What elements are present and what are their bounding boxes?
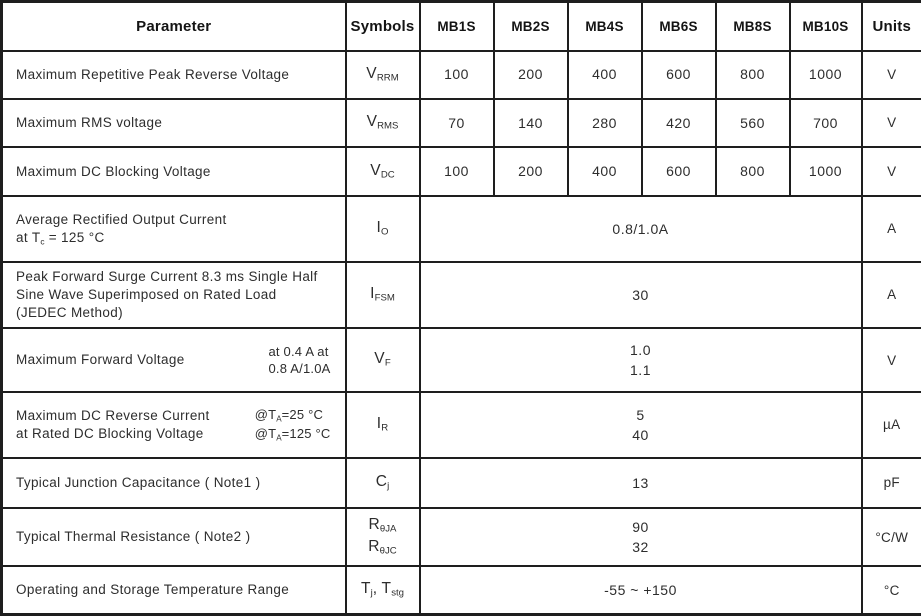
value-text: 32 bbox=[632, 539, 649, 556]
value-cell: 400 bbox=[568, 51, 642, 99]
value-cell: 420 bbox=[642, 99, 716, 147]
symbol-cell bbox=[346, 147, 420, 196]
value-text: 1.1 bbox=[630, 362, 651, 379]
param-cell bbox=[2, 566, 346, 614]
header-model-mb1s: MB1S bbox=[420, 2, 494, 51]
param-text bbox=[16, 407, 210, 443]
value-text: 30 bbox=[632, 286, 649, 303]
value-cell: 600 bbox=[642, 147, 716, 196]
symbol-text: $I_{FSM}$ bbox=[370, 284, 395, 304]
param-text: Maximum RMS voltage bbox=[16, 114, 163, 130]
table-row-ifsm bbox=[2, 262, 921, 328]
param-cell bbox=[2, 458, 346, 508]
table-row-io bbox=[2, 196, 921, 261]
param-cell bbox=[2, 328, 346, 392]
symbol-text: $V_{RRM}$ bbox=[366, 64, 399, 84]
header-model-mb6s: MB6S bbox=[642, 2, 716, 51]
value-cell: 280 bbox=[568, 99, 642, 147]
symbol-text: $V_{RMS}$ bbox=[366, 113, 399, 132]
symbol-cell bbox=[346, 99, 420, 147]
param-text: Operating and Storage Temperature Range bbox=[16, 582, 290, 598]
condition-text bbox=[269, 343, 331, 378]
unit-cell: A bbox=[862, 196, 921, 261]
value-text: 5 bbox=[636, 406, 645, 423]
value-cell: 200 bbox=[494, 147, 568, 196]
param-cell bbox=[2, 51, 346, 99]
value-text: 40 bbox=[632, 426, 649, 443]
symbol-text: $T_j$, $T_{stg}$ bbox=[360, 580, 405, 599]
value-cell: 200 bbox=[494, 51, 568, 99]
unit-cell: V bbox=[862, 99, 921, 147]
param-with-condition bbox=[16, 343, 337, 378]
header-model-mb10s: MB10S bbox=[790, 2, 862, 51]
param-text: Typical Thermal Resistance ( Note2 ) bbox=[16, 529, 251, 545]
param-text: Typical Junction Capacitance ( Note1 ) bbox=[16, 474, 261, 490]
param-cell bbox=[2, 508, 346, 566]
unit-cell: µA bbox=[862, 392, 921, 457]
symbol-cell bbox=[346, 458, 420, 508]
value-cell: 1000 bbox=[790, 147, 862, 196]
param-cell bbox=[2, 392, 346, 457]
symbol-cell bbox=[346, 392, 420, 457]
condition-line: at 0.4 A at bbox=[268, 343, 329, 359]
table-row-tstg bbox=[2, 566, 921, 614]
unit-cell: V bbox=[862, 51, 921, 99]
symbol-cell bbox=[346, 508, 420, 566]
condition-line: 0.8 A/1.0A bbox=[268, 361, 331, 377]
symbol-text: $I_O$ bbox=[376, 219, 389, 238]
param-cell bbox=[2, 262, 346, 328]
value-cell: 600 bbox=[642, 51, 716, 99]
table-row-rtheta bbox=[2, 508, 921, 566]
condition-line: $@T_A=125$ °C bbox=[254, 425, 331, 443]
header-symbols: Symbols bbox=[346, 2, 420, 51]
table-row-vrms bbox=[2, 99, 921, 147]
table-row-vf bbox=[2, 328, 921, 392]
param-text: Sine Wave Superimposed on Rated Load bbox=[16, 286, 277, 302]
header-units: Units bbox=[862, 2, 921, 51]
unit-cell: A bbox=[862, 262, 921, 328]
param-with-condition bbox=[16, 406, 337, 444]
condition-line: $@T_A=25$ °C bbox=[254, 406, 324, 424]
value-text: 90 bbox=[632, 518, 649, 535]
param-cell bbox=[2, 99, 346, 147]
header-model-mb4s: MB4S bbox=[568, 2, 642, 51]
param-line: at Rated DC Blocking Voltage bbox=[16, 425, 204, 441]
param-text: Maximum Forward Voltage bbox=[16, 352, 185, 368]
symbol-text: $C_j$ bbox=[375, 472, 390, 492]
value-cell: 100 bbox=[420, 51, 494, 99]
symbol-text: $R_{\theta JA}$ bbox=[368, 516, 397, 536]
table-row-cj bbox=[2, 458, 921, 508]
param-text: Maximum Repetitive Peak Reverse Voltage bbox=[16, 66, 290, 82]
unit-cell: °C/W bbox=[862, 508, 921, 566]
param-text: Maximum DC Blocking Voltage bbox=[16, 163, 211, 179]
symbol-text: $I_R$ bbox=[376, 415, 389, 434]
param-text: Average Rectified Output Current bbox=[16, 211, 227, 227]
param-text: (JEDEC Method) bbox=[16, 304, 123, 320]
merged-value-cell bbox=[420, 262, 862, 328]
unit-cell: pF bbox=[862, 458, 921, 508]
table-row-vrrm bbox=[2, 51, 921, 99]
param-text: at $T_c = 125$ °C bbox=[16, 229, 105, 246]
merged-value-cell bbox=[420, 458, 862, 508]
unit-cell: V bbox=[862, 328, 921, 392]
value-cell: 1000 bbox=[790, 51, 862, 99]
header-model-mb8s: MB8S bbox=[716, 2, 790, 51]
value-cell: 100 bbox=[420, 147, 494, 196]
value-text: -55 ~ +150 bbox=[604, 581, 677, 598]
value-cell: 700 bbox=[790, 99, 862, 147]
value-cell: 70 bbox=[420, 99, 494, 147]
symbol-cell bbox=[346, 566, 420, 614]
header-row bbox=[2, 2, 921, 51]
table-row-ir bbox=[2, 392, 921, 457]
param-cell bbox=[2, 196, 346, 261]
merged-value-cell bbox=[420, 392, 862, 457]
param-text: Peak Forward Surge Current 8.3 ms Single Half bbox=[16, 269, 318, 285]
unit-cell: V bbox=[862, 147, 921, 196]
symbol-cell bbox=[346, 262, 420, 328]
symbol-text: $V_{DC}$ bbox=[370, 161, 395, 181]
value-cell: 560 bbox=[716, 99, 790, 147]
param-cell bbox=[2, 147, 346, 196]
table-row-vdc bbox=[2, 147, 921, 196]
symbol-text: $R_{\theta JC}$ bbox=[368, 538, 397, 557]
value-text: 0.8/1.0A bbox=[612, 220, 669, 237]
value-cell: 800 bbox=[716, 51, 790, 99]
merged-value-cell bbox=[420, 508, 862, 566]
value-cell: 140 bbox=[494, 99, 568, 147]
header-parameter: Parameter bbox=[2, 2, 346, 51]
condition-text bbox=[255, 406, 331, 444]
symbol-cell bbox=[346, 196, 420, 261]
value-cell: 800 bbox=[716, 147, 790, 196]
param-line: Maximum DC Reverse Current bbox=[16, 408, 210, 424]
merged-value-cell bbox=[420, 328, 862, 392]
symbol-cell bbox=[346, 328, 420, 392]
merged-value-cell bbox=[420, 566, 862, 614]
symbol-cell bbox=[346, 51, 420, 99]
unit-cell: °C bbox=[862, 566, 921, 614]
value-text: 13 bbox=[632, 474, 649, 491]
value-text: 1.0 bbox=[630, 341, 651, 358]
header-model-mb2s: MB2S bbox=[494, 2, 568, 51]
symbol-text: $V_F$ bbox=[374, 350, 391, 369]
value-cell: 400 bbox=[568, 147, 642, 196]
merged-value-cell bbox=[420, 196, 862, 261]
